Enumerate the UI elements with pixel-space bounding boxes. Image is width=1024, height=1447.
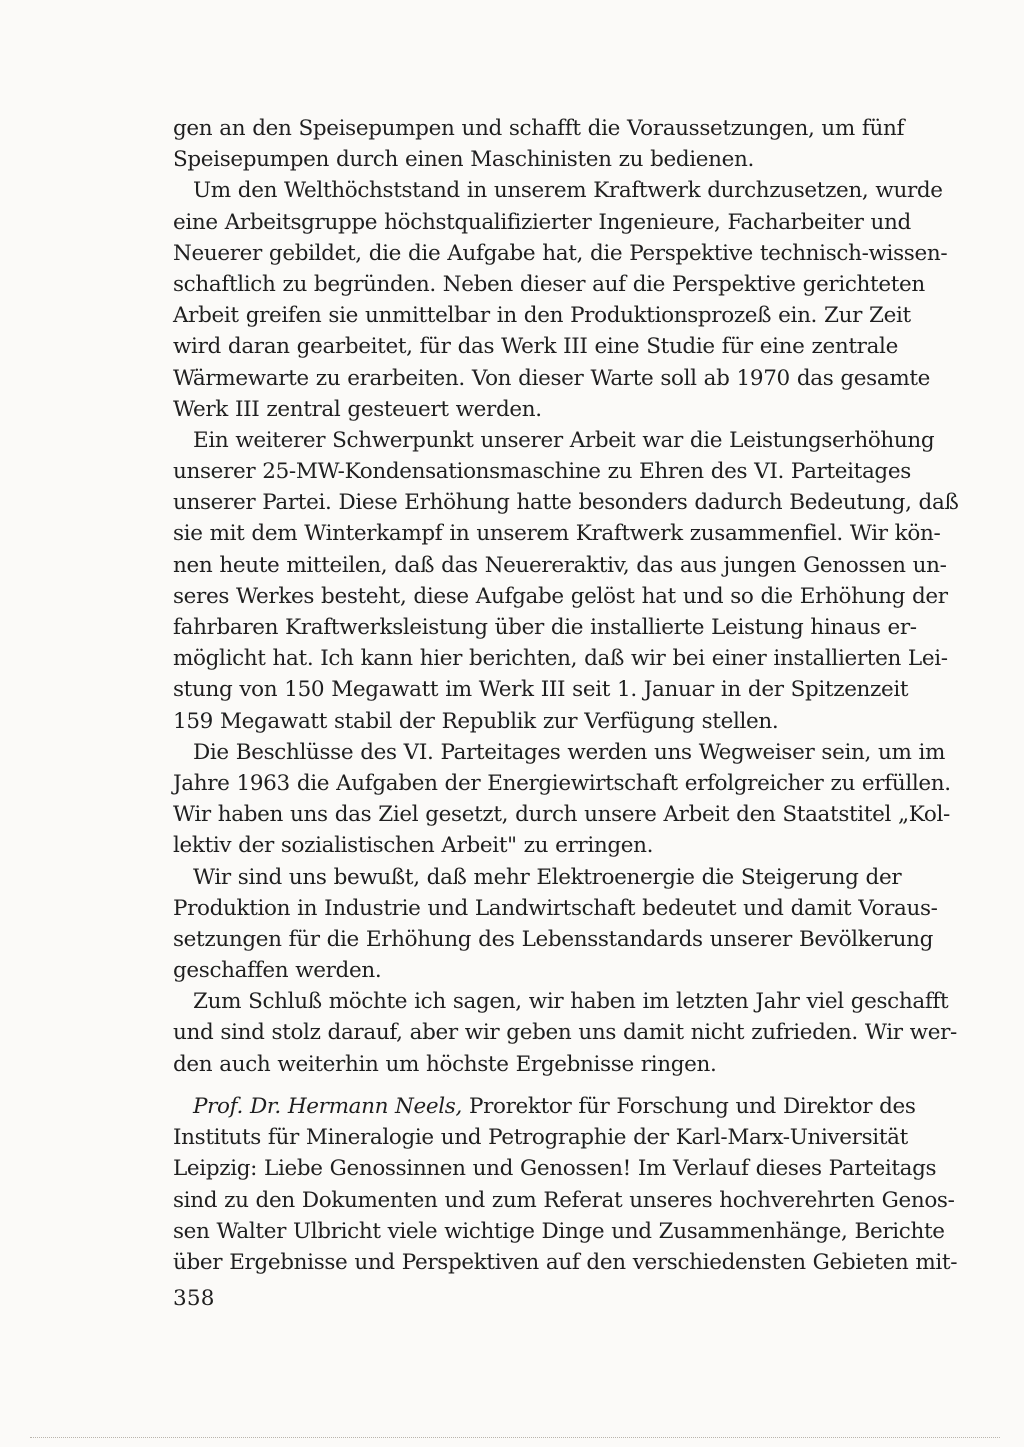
text-line: gen an den Speisepumpen und schafft die Voraussetzungen, um fünf <box>173 116 905 141</box>
text-line: setzungen für die Erhöhung des Lebensstandards unserer Bevölkerung <box>173 926 934 952</box>
text-line: möglicht hat. Ich kann hier berichten, daß wir bei einer installierten Lei- <box>173 646 948 672</box>
text-line: Produktion in Industrie und Landwirtschaft bedeutet und damit Voraus- <box>173 895 938 921</box>
paragraph-start-line: Ein weiterer Schwerpunkt unserer Arbeit war die Leistungserhöhung <box>193 427 935 453</box>
text-line: nen heute mitteilen, daß das Neuereraktiv, das aus jungen Genossen un- <box>173 552 947 578</box>
text-line: und sind stolz darauf, aber wir geben uns damit nicht zufrieden. Wir wer- <box>173 1020 957 1046</box>
text-section-1 <box>173 113 959 1080</box>
text-line: Neuerer gebildet, die die Aufgabe hat, die Perspektive technisch-wissen- <box>173 240 948 266</box>
text-line: wird daran gearbeitet, für das Werk III eine Studie für eine zentrale <box>173 334 898 360</box>
text-line: Instituts für Mineralogie und Petrographie der Karl-Marx-Universität <box>173 1125 908 1151</box>
text-line: schaftlich zu begründen. Neben dieser auf die Perspektive gerichteten <box>173 271 925 297</box>
paragraph-start-line: Wir sind uns bewußt, daß mehr Elektroenergie die Steigerung der <box>193 864 902 890</box>
page-number: 358 <box>173 1286 215 1311</box>
text-line: Arbeit greifen sie unmittelbar in den Produktionsprozeß ein. Zur Zeit <box>173 303 911 329</box>
text-line: seres Werkes besteht, diese Aufgabe gelöst hat und so die Erhöhung der <box>173 583 948 609</box>
text-line: lektiv der sozialistischen Arbeit" zu erringen. <box>173 833 654 859</box>
text-line: Werk III zentral gesteuert werden. <box>173 396 542 422</box>
text-line: Wärmewarte zu erarbeiten. Von dieser Warte soll ab 1970 das gesamte <box>173 365 931 391</box>
text-line: geschaffen werden. <box>173 958 382 984</box>
text-line: eine Arbeitsgruppe höchstqualifizierter Ingenieure, Facharbeiter und <box>173 209 911 235</box>
text-line: 159 Megawatt stabil der Republik zur Verfügung stellen. <box>173 708 779 734</box>
text-line: Speisepumpen durch einen Maschinisten zu bedienen. <box>173 147 755 173</box>
text-line: über Ergebnisse und Perspektiven auf den verschiedensten Gebieten mit- <box>173 1249 958 1275</box>
text-line: sind zu den Dokumenten und zum Referat unseres hochverehrten Genos- <box>173 1187 955 1213</box>
text-line: stung von 150 Megawatt im Werk III seit 1. Januar in der Spitzenzeit <box>173 677 909 703</box>
speaker-name: Prof. Dr. Hermann Neels, <box>193 1094 462 1119</box>
text-line: Leipzig: Liebe Genossinnen und Genossen! Im Verlauf dieses Parteitags <box>173 1156 937 1182</box>
paragraph-start-line: Die Beschlüsse des VI. Parteitages werden uns Wegweiser sein, um im <box>193 739 946 765</box>
text-line: sen Walter Ulbricht viele wichtige Dinge und Zusammenhänge, Berichte <box>173 1218 945 1244</box>
text-line: fahrbaren Kraftwerksleistung über die installierte Leistung hinaus er- <box>173 615 917 640</box>
text-line: Wir haben uns das Ziel gesetzt, durch unsere Arbeit den Staatstitel „Kol- <box>173 802 950 828</box>
text-line: Jahre 1963 die Aufgaben der Energiewirtschaft erfolgreicher zu erfüllen. <box>173 770 951 796</box>
text-line: unserer 25-MW-Kondensationsmaschine zu Ehren des VI. Parteitages <box>173 459 911 485</box>
speaker-role: Prorektor für Forschung und Direktor des <box>461 1094 916 1119</box>
text-line: den auch weiterhin um höchste Ergebnisse ringen. <box>173 1051 717 1077</box>
scan-bottom-edge <box>30 1437 1000 1438</box>
text-line: unserer Partei. Diese Erhöhung hatte besonders dadurch Bedeutung, daß <box>173 490 959 516</box>
paragraph-start-line: Um den Welthöchststand in unserem Kraftwerk durchzusetzen, wurde <box>193 178 943 204</box>
text-line: sie mit dem Winterkampf in unserem Kraftwerk zusammenfiel. Wir kön- <box>173 521 941 547</box>
speaker-intro-line <box>173 1091 933 1122</box>
paragraph-start-line: Zum Schluß möchte ich sagen, wir haben im letzten Jahr viel geschafft <box>193 989 949 1015</box>
text-section-2 <box>173 1091 958 1278</box>
